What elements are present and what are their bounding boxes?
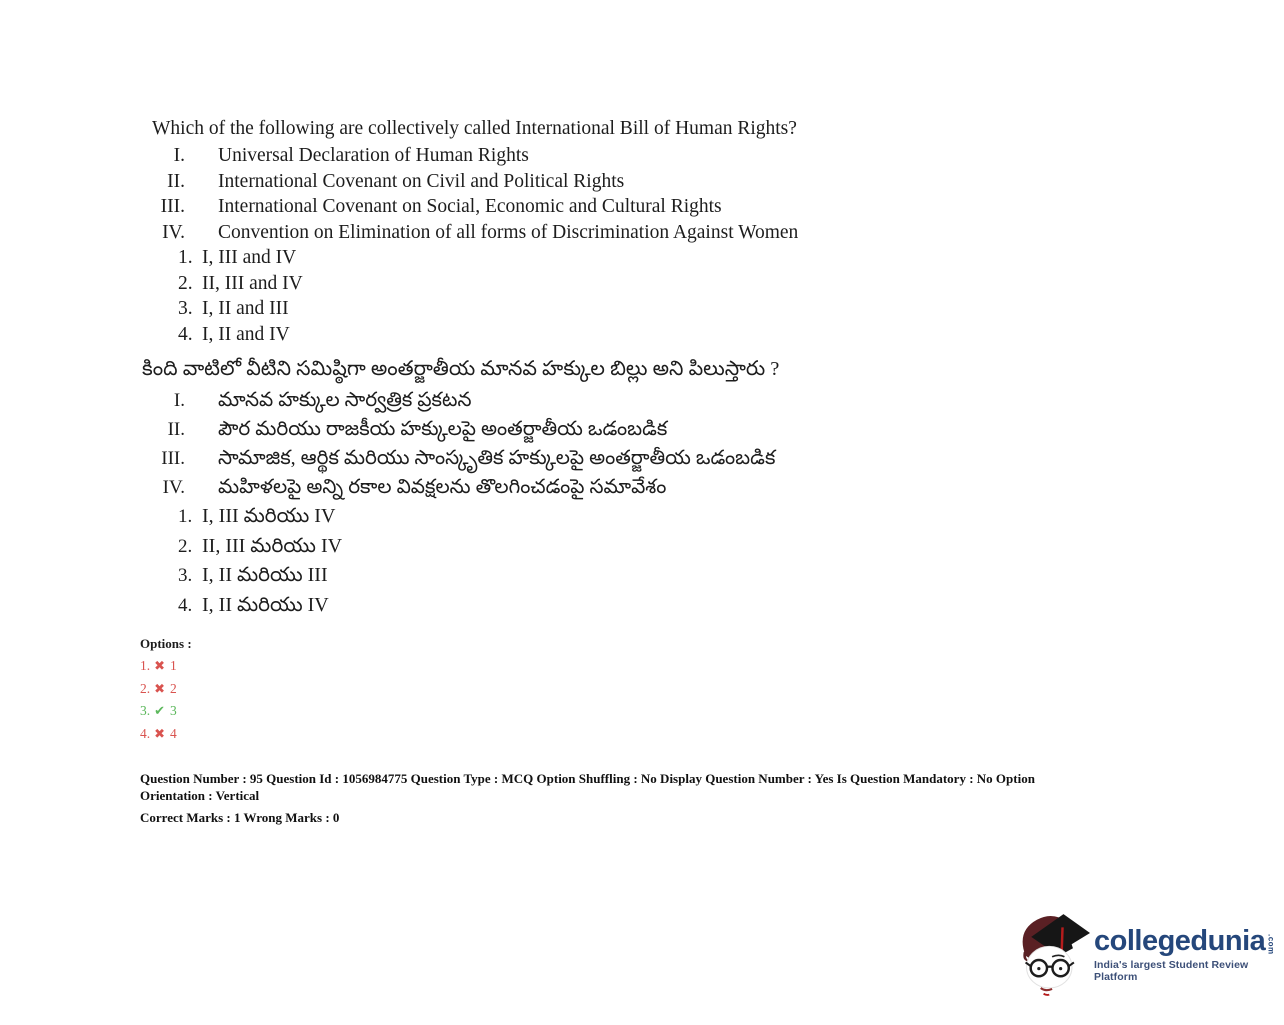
statement-text: సామాజిక, ఆర్థిక మరియు సాంస్కృతిక హక్కులపై అంతర్జాతీయ ఒడంబడిక [218,447,776,469]
statement-row [140,415,1150,444]
question-english [140,116,1150,347]
option-result-row [140,723,1150,746]
statement-numeral: IV. [162,477,185,498]
metadata-line-1: Question Number : 95 Question Id : 1056984775 Question Type : MCQ Option Shuffling : No Display Question Number : Yes Is Question Mandatory : No Option [140,771,1035,786]
option-result-row [140,700,1150,723]
option-value: 3 [170,703,177,718]
statement-text: మానవ హక్కుల సార్వత్రిక ప్రకటన [218,389,472,411]
option-result-row [140,678,1150,701]
option-number: 3. [140,703,151,718]
option-number: 1. [140,658,151,673]
statement-text: మహిళలపై అన్ని రకాల వివక్షలను తొలగించడంపై సమావేశం [218,476,667,498]
choice-number: 1. [178,506,193,527]
statement-numeral: IV. [162,221,185,243]
option-value: 1 [170,658,177,673]
statement-text: International Covenant on Social, Economic and Cultural Rights [218,196,722,217]
choice-number: 3. [178,298,193,319]
question-text-telugu: కింది వాటిలో వీటిని సమిష్ఠిగా అంతర్జాతీయ మానవ హక్కుల బిల్లు అని పిలుస్తారు ? [142,358,780,380]
brand-text [1094,906,1275,983]
brand-suffix: .com [1266,934,1276,955]
statement-row [140,220,1150,246]
choice-number: 4. [178,594,193,616]
statement-numeral: II. [167,419,185,440]
choice-number: 2. [178,535,193,557]
statement-row [140,194,1150,220]
option-number: 4. [140,725,151,741]
choice-text: I, II మరియు III [202,564,328,586]
statement-text: Universal Declaration of Human Rights [218,145,529,166]
statement-row [140,473,1150,502]
choice-number: 2. [178,272,193,294]
options-label: Options : [140,636,192,651]
choice-text: I, III and IV [202,247,297,268]
question-content [140,116,1150,827]
cross-icon: ✖ [154,726,166,742]
marks-line: Correct Marks : 1 Wrong Marks : 0 [140,810,340,825]
answer-choice [178,296,1150,322]
statement-numeral: I. [173,390,185,411]
choice-number: 4. [178,323,193,345]
answer-choice [178,532,1150,562]
choice-text: I, II and III [202,298,289,319]
option-result-row [140,655,1150,678]
statement-numeral: III. [161,448,185,469]
answer-choice [178,591,1150,621]
choice-text: II, III మరియు IV [202,534,343,557]
check-icon: ✔ [154,704,166,719]
option-value: 2 [170,680,177,696]
statement-row [140,169,1150,195]
collegedunia-logo [1018,906,1276,998]
statement-numeral: III. [160,196,185,217]
choice-number: 1. [178,247,193,268]
answer-choice [178,245,1150,271]
brand-tagline: India's largest Student Review Platform [1094,959,1249,983]
option-value: 4 [170,725,177,741]
options-result-section [140,635,1150,745]
metadata-line-2: Orientation : Vertical [140,787,260,803]
question-metadata [140,771,1150,827]
statement-numeral: I. [173,145,185,166]
option-number: 2. [140,680,151,696]
collegedunia-mascot-icon [1018,906,1090,998]
question-telugu [140,354,1150,620]
answer-choice [178,502,1150,532]
cross-icon: ✖ [154,681,166,697]
statement-row [140,444,1150,473]
statement-text: పౌర మరియు రాజకీయ హక్కులపై అంతర్జాతీయ ఒడంబడిక [218,418,668,440]
choice-text: I, II మరియు IV [202,593,329,616]
answer-choice [178,322,1150,348]
statement-numeral: II. [167,170,185,192]
brand-name: collegedunia [1094,925,1266,957]
statement-row [140,143,1150,169]
answer-choice [178,271,1150,297]
cross-icon: ✖ [154,659,166,674]
choice-text: II, III and IV [202,272,303,294]
statement-row [140,386,1150,415]
statement-text: Convention on Elimination of all forms of Discrimination Against Women [218,221,799,243]
choice-text: I, II and IV [202,323,290,345]
statement-text: International Covenant on Civil and Political Rights [218,170,625,192]
choice-number: 3. [178,565,193,586]
answer-choice [178,561,1150,591]
question-text-english: Which of the following are collectively called International Bill of Human Rights? [152,118,797,139]
choice-text: I, III మరియు IV [202,505,336,527]
